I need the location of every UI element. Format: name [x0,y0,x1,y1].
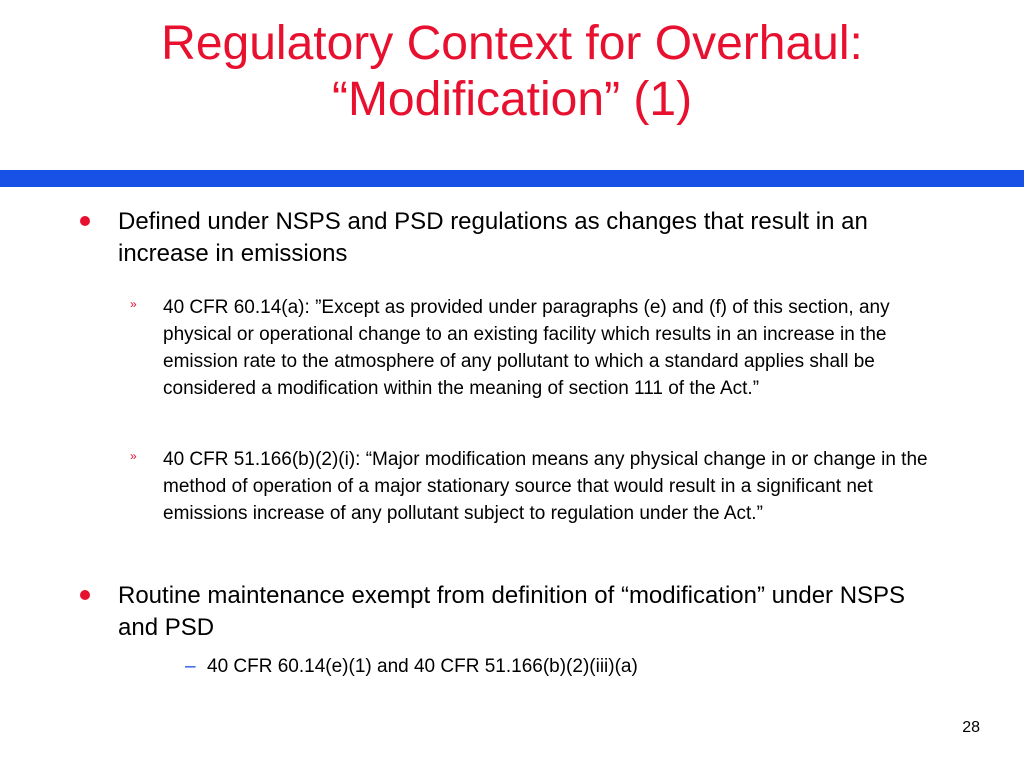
slide-title-line-2: “Modification” (1) [331,73,693,126]
double-chevron-icon: » [130,449,137,463]
bullet-text: Defined under NSPS and PSD regulations as changes that result in an increase in emissions [118,208,868,267]
page-number: 28 [962,719,980,736]
bullet-dot-icon [80,216,90,226]
slide-title-line-1: Regulatory Context for Overhaul: [161,17,863,70]
sub-bullet-text: 40 CFR 60.14(a): ”Except as provided under paragraphs (e) and (f) of this section, any physical or operational change to an existing facility which results in an increase in the emission rate to the atmosphere of any pollutant to which a standard applies shall be considered a modification within the meaning of section 111 of the Act.” [163,297,890,399]
bullet-dot-icon [80,590,90,600]
sub-bullet-text: 40 CFR 51.166(b)(2)(i): “Major modification means any physical change in or change in the method of operation of a major stationary source that would result in a significant net emissions increase of any pollutant subject to regulation under the Act.” [163,449,928,524]
double-chevron-icon: » [130,297,137,311]
title-divider-bar [0,170,1024,187]
dash-sub-text: 40 CFR 60.14(e)(1) and 40 CFR 51.166(b)(2)(iii)(a) [207,656,638,677]
dash-icon: – [185,656,196,677]
slide-title [0,16,1024,128]
bullet-text: Routine maintenance exempt from definition of “modification” under NSPS and PSD [118,582,906,641]
